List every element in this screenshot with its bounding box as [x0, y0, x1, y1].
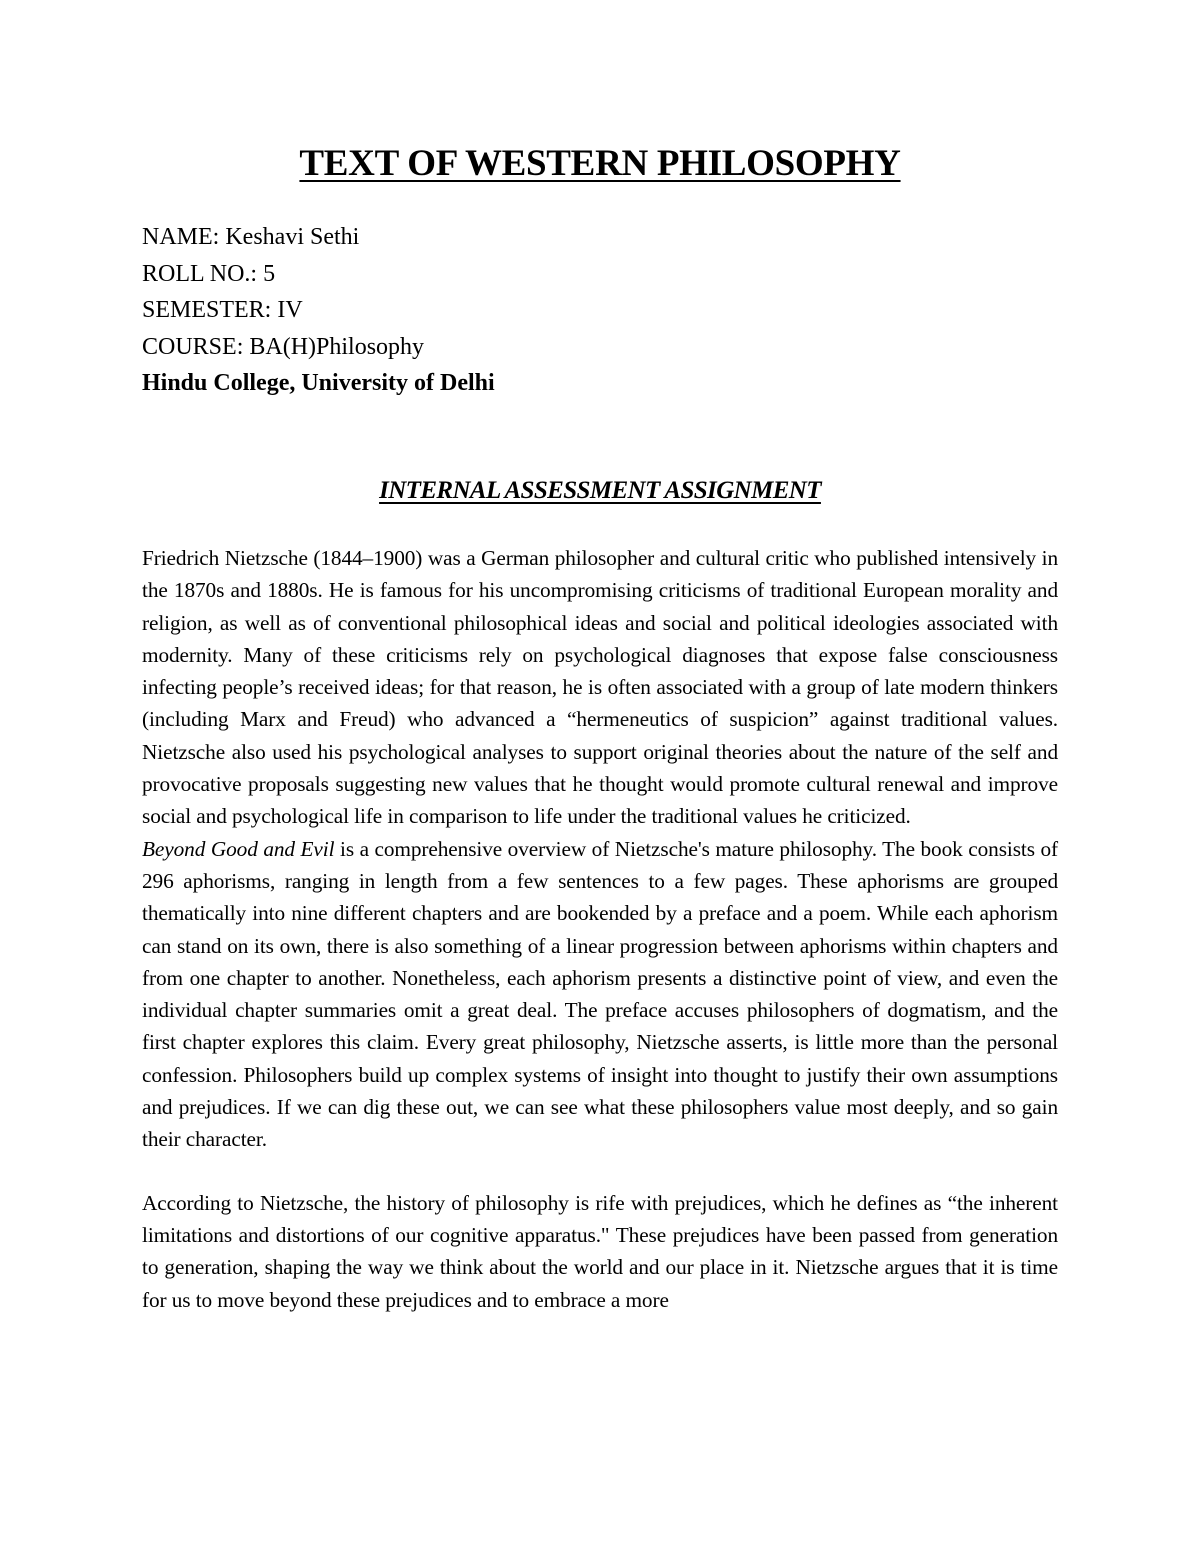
semester-label: SEMESTER: [142, 297, 278, 323]
roll-number-label: ROLL NO.: [142, 260, 264, 287]
student-details [142, 219, 1062, 402]
paragraph-2-text: is a comprehensive overview of Nietzsche's mature philosophy. The book consists of 296 aphorisms, ranging in length from a few sentences to a few pages. These aphorisms are grouped thematically into nine different chapters and are bookended by a preface and a poem. While each aphorism can stand on its own, there is also something of a linear progression between aphorisms within chapters and from one chapter to another. Nonetheless, each aphorism presents a distinctive point of view, and even the individual chapter summaries omit a great deal. The preface accuses philosophers of dogmatism, and the first chapter explores this claim. Every great philosophy, Nietzsche asserts, is little more than the personal confession. Philosophers build up complex systems of insight into thought to justify their own assumptions and prejudices. If we can dig these out, we can see what these philosophers value most deeply, and so gain their character. [142, 836, 1059, 1152]
paragraph-1: Friedrich Nietzsche (1844–1900) was a German philosopher and cultural critic who published intensively in the 1870s and 1880s. He is famous for his uncompromising criticisms of traditional European morality and religion, as well as of conventional philosophical ideas and social and political ideologies associated with modernity. Many of these criticisms rely on psychological diagnoses that expose false consciousness infecting people’s received ideas; for that reason, he is often associated with a group of late modern thinkers (including Marx and Freud) who advanced a “hermeneutics of suspicion” against traditional values. Nietzsche also used his psychological analyses to support original theories about the nature of the self and provocative proposals suggesting new values that he thought would promote cultural renewal and improve social and psychological life in comparison to life under the traditional values he criticized. [142, 546, 1058, 829]
semester-line [142, 292, 1062, 329]
document-body [142, 542, 1058, 1316]
paragraph-3: According to Nietzsche, the history of philosophy is rife with prejudices, which he defines as “the inherent limitations and distortions of our cognitive apparatus." These prejudices have been passed from generation to generation, shaping the way we think about the world and our place in it. Nietzsche argues that it is time for us to move beyond these prejudices and to embrace a more [142, 1190, 1058, 1312]
roll-number-line [142, 256, 1062, 293]
semester-value: IV [277, 297, 303, 323]
name-label: NAME: [142, 224, 226, 250]
institution-line: Hindu College, University of Delhi [142, 370, 495, 396]
assignment-heading: INTERNAL ASSESSMENT ASSIGNMENT [379, 477, 821, 504]
course-label: COURSE: [142, 333, 250, 360]
roll-number-value: 5 [263, 260, 276, 287]
course-line [142, 329, 1062, 366]
name-value: Keshavi Sethi [225, 224, 360, 250]
paragraph-2 [142, 833, 1058, 1156]
book-title: Beyond Good and Evil [142, 836, 335, 861]
course-value: BA(H)Philosophy [249, 333, 425, 360]
name-line [142, 219, 1062, 256]
document-title: TEXT OF WESTERN PHILOSOPHY [299, 143, 901, 184]
